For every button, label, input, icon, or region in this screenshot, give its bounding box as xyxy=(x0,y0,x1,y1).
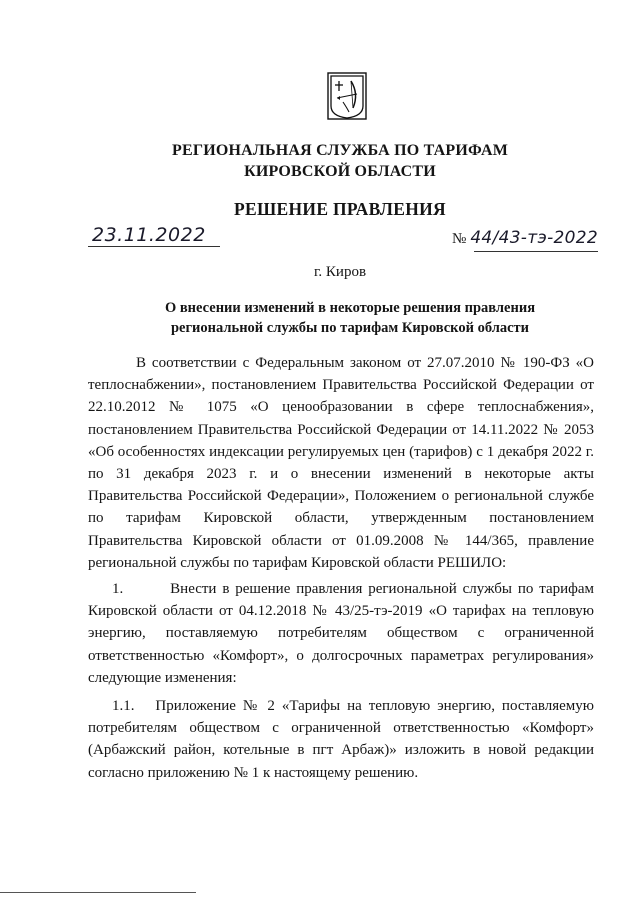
item-1-number: 1. xyxy=(112,581,124,598)
decision-number xyxy=(452,228,598,248)
footer-separator xyxy=(0,892,196,893)
preamble-paragraph: В соответствии с Федеральным законом от 27.07.2010 № 190-ФЗ «О теплоснабжении», постановлением Правительства Российской Федерации от 22.10.2012 № 1075 «О ценообразовании в сфере теплоснабжения», постановлением Правительства Российской Федерации от 14.11.2022 № 2053 «Об особенностях индексации регулируемых цен (тарифов) с 1 декабря 2022 г. по 31 декабря 2023 г. и о внесении изменений в некоторые акты Правительства Российской Федерации», Положением о региональной службе по тарифам Кировской области, утвержденным постановлением Правительства Кировской области от 01.09.2008 № 144/365, правление региональной службы по тарифам Кировской области РЕШИЛО: xyxy=(88,355,594,571)
org-name-line2: КИРОВСКОЙ ОБЛАСТИ xyxy=(244,163,436,180)
handwritten-number: 44/43-тэ-2022 xyxy=(470,228,598,248)
item-1-1-number: 1.1. xyxy=(112,698,135,715)
item-1-paragraph xyxy=(88,578,594,689)
item-1-text: Внести в решение правления региональной службы по тарифам Кировской области от 04.12.2018 № 43/25-тэ-2019 «О тарифах на тепловую энергию, поставляемую потребителям обществом с ограниченной ответственностью «Комфорт», о долгосрочных параметрах регулирования» следующие изменения: xyxy=(88,581,595,686)
decision-title: РЕШЕНИЕ ПРАВЛЕНИЯ xyxy=(234,199,446,219)
city: г. Киров xyxy=(313,264,367,280)
date-underline xyxy=(88,246,220,247)
number-sign: № xyxy=(452,231,467,247)
item-1-1-text: Приложение № 2 «Тарифы на тепловую энергию, поставляемую потребителям обществом с ограниченной ответственностью «Комфорт» (Арбажский район, котельные в пгт Арбаж)» изложить в новой редакции согласно приложению № 1 к настоящему решению. xyxy=(88,698,594,781)
subject-line1: О внесении изменений в некоторые решения правления xyxy=(164,300,536,316)
subject-line2: региональной службы по тарифам Кировской области xyxy=(170,320,530,336)
number-underline xyxy=(474,251,598,252)
item-1-1-paragraph xyxy=(88,695,594,784)
body-text xyxy=(88,352,594,784)
org-name-line1: РЕГИОНАЛЬНАЯ СЛУЖБА ПО ТАРИФАМ xyxy=(171,142,509,159)
handwritten-date: 23.11.2022 xyxy=(92,224,206,246)
kirov-oblast-coat-of-arms-icon xyxy=(327,72,367,120)
